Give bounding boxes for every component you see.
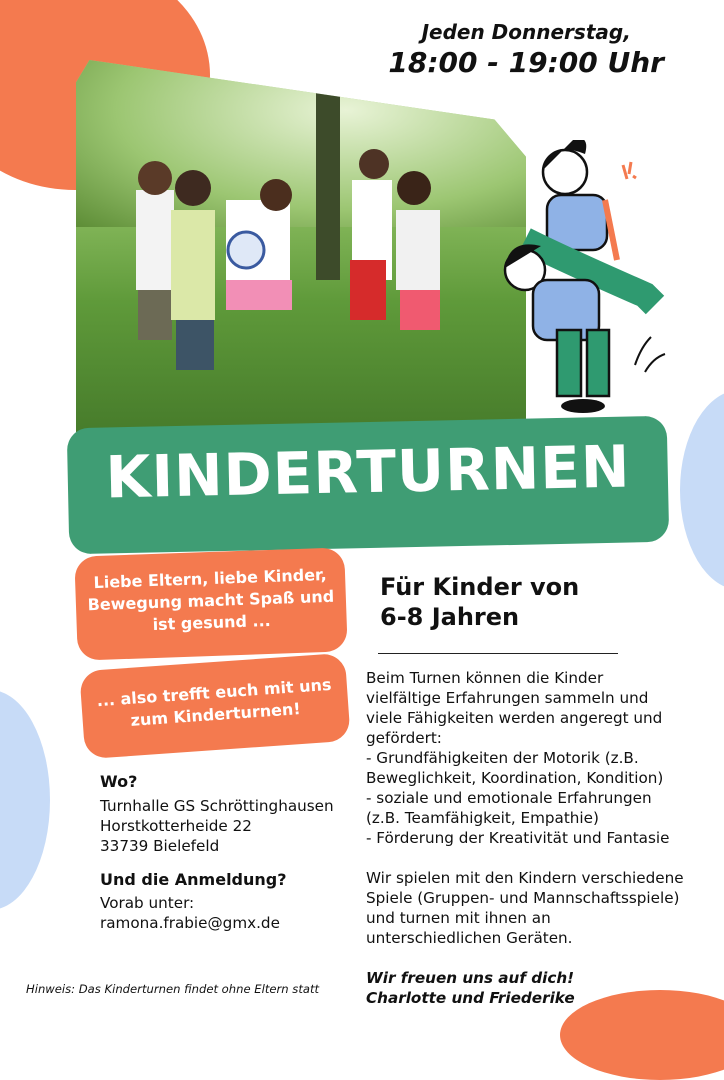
leapfrog-illustration — [455, 140, 680, 420]
audience-line-1: Für Kinder von — [380, 573, 580, 601]
schedule-day: Jeden Donnerstag, — [421, 20, 631, 44]
schedule — [388, 20, 664, 79]
audience-heading — [380, 572, 579, 632]
greeting-text: Wir freuen uns auf dich! Charlotte und Friederike — [366, 969, 575, 1007]
invitation-bubble: ... also trefft euch mit uns zum Kinderturnen! — [79, 653, 350, 759]
schedule-time: 18:00 - 19:00 Uhr — [388, 46, 664, 79]
decor-circle-right — [680, 390, 724, 590]
registration-contact: Vorab unter: ramona.frabie@gmx.de — [100, 894, 280, 932]
location-heading: Wo? — [100, 772, 138, 791]
registration-heading: Und die Anmeldung? — [100, 870, 287, 889]
location-address: Turnhalle GS Schröttinghausen Horstkotterheide 22 33739 Bielefeld — [100, 797, 334, 855]
welcome-bubble: Liebe Eltern, liebe Kinder, Bewegung macht Spaß und ist gesund ... — [74, 547, 347, 660]
description-text: Beim Turnen können die Kinder vielfältige Erfahrungen sammeln und viele Fähigkeiten werden angeregt und gefördert: - Grundfähigkeiten der Motorik (z.B. Beweglichkeit, Koordination, Kondition) - soziale und emotionale Erfahrungen (z.B. Teamfähigkeit, Empathie) - Förderung der Kreativität und Fantasie Wir spielen mit den Kindern verschiedene Spiele (Gruppen- und Mannschaftsspiele) und turnen mit ihnen an unterschiedlichen Geräten. — [366, 669, 684, 947]
page-title: KINDERTURNEN — [104, 432, 632, 512]
hint-text: Hinweis: Das Kinderturnen findet ohne Eltern statt — [26, 982, 320, 996]
decor-circle-left — [0, 690, 50, 910]
divider-line — [378, 653, 618, 654]
decor-circle-bottom-right — [560, 990, 724, 1080]
audience-line-2: 6-8 Jahren — [380, 603, 520, 631]
